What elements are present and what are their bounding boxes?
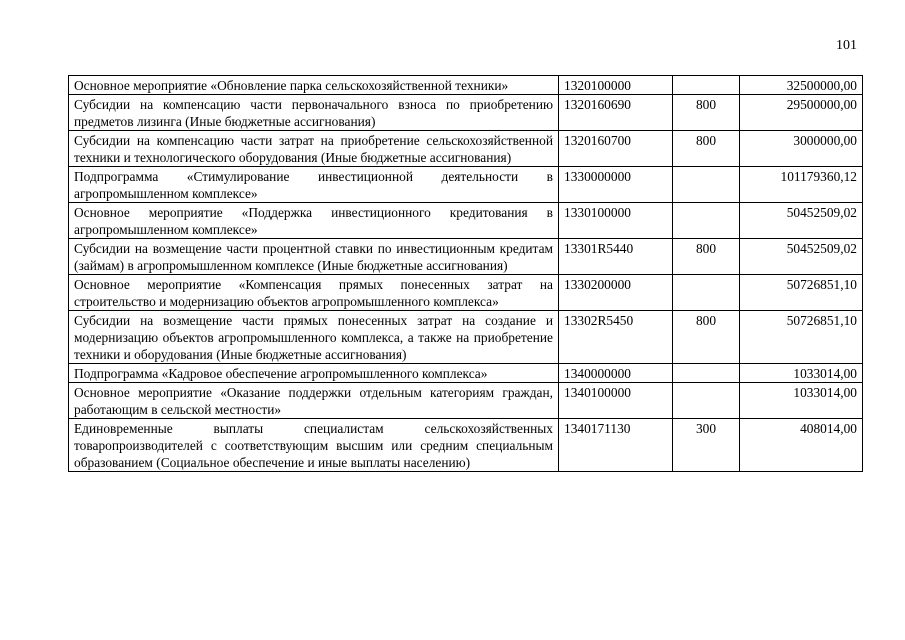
row-code: 1340171130: [559, 419, 673, 472]
table-row: [69, 383, 863, 419]
row-name: Основное мероприятие «Поддержка инвестиционного кредитования в агропромышленном комплексе»: [69, 203, 559, 239]
row-name: Основное мероприятие «Компенсация прямых понесенных затрат на строительство и модернизацию объектов агропромышленного комплекса»: [69, 275, 559, 311]
table-row: [69, 419, 863, 472]
row-amount: 32500000,00: [740, 76, 863, 95]
row-type: [673, 167, 740, 203]
budget-table: [68, 75, 863, 472]
row-name: Подпрограмма «Кадровое обеспечение агропромышленного комплекса»: [69, 364, 559, 383]
row-amount: 1033014,00: [740, 383, 863, 419]
table-row: [69, 131, 863, 167]
row-code: 1330000000: [559, 167, 673, 203]
row-type: [673, 383, 740, 419]
row-type: 300: [673, 419, 740, 472]
row-type: [673, 275, 740, 311]
row-name: Основное мероприятие «Обновление парка сельскохозяйственной техники»: [69, 76, 559, 95]
table-row: [69, 203, 863, 239]
table-row: [69, 76, 863, 95]
table-row: [69, 167, 863, 203]
row-name: Подпрограмма «Стимулирование инвестиционной деятельности в агропромышленном комплексе»: [69, 167, 559, 203]
row-type: [673, 203, 740, 239]
row-code: 13301R5440: [559, 239, 673, 275]
row-code: 1330200000: [559, 275, 673, 311]
row-name: Основное мероприятие «Оказание поддержки отдельным категориям граждан, работающим в сельской местности»: [69, 383, 559, 419]
row-amount: 50452509,02: [740, 239, 863, 275]
row-amount: 1033014,00: [740, 364, 863, 383]
table-row: [69, 364, 863, 383]
row-name: Субсидии на возмещение части процентной ставки по инвестиционным кредитам (займам) в агропромышленном комплексе (Иные бюджетные ассигнования): [69, 239, 559, 275]
row-name: Субсидии на компенсацию части затрат на приобретение сельскохозяйственной техники и технологического оборудования (Иные бюджетные ассигнования): [69, 131, 559, 167]
row-type: 800: [673, 95, 740, 131]
row-type: [673, 76, 740, 95]
row-type: 800: [673, 239, 740, 275]
row-code: 13302R5450: [559, 311, 673, 364]
table-row: [69, 239, 863, 275]
row-amount: 50726851,10: [740, 275, 863, 311]
row-code: 1320160690: [559, 95, 673, 131]
row-type: [673, 364, 740, 383]
row-code: 1340100000: [559, 383, 673, 419]
row-amount: 50726851,10: [740, 311, 863, 364]
row-amount: 29500000,00: [740, 95, 863, 131]
row-code: 1320160700: [559, 131, 673, 167]
row-name: Единовременные выплаты специалистам сельскохозяйственных товаропроизводителей с соответствующим высшим или средним специальным образованием (Социальное обеспечение и иные выплаты населению): [69, 419, 559, 472]
row-type: 800: [673, 131, 740, 167]
row-code: 1330100000: [559, 203, 673, 239]
row-type: 800: [673, 311, 740, 364]
row-amount: 101179360,12: [740, 167, 863, 203]
table-row: [69, 311, 863, 364]
table-row: [69, 275, 863, 311]
row-amount: 408014,00: [740, 419, 863, 472]
row-code: 1320100000: [559, 76, 673, 95]
row-amount: 50452509,02: [740, 203, 863, 239]
row-code: 1340000000: [559, 364, 673, 383]
page-number: 101: [836, 38, 857, 53]
row-amount: 3000000,00: [740, 131, 863, 167]
table-row: [69, 95, 863, 131]
row-name: Субсидии на компенсацию части первоначального взноса по приобретению предметов лизинга (Иные бюджетные ассигнования): [69, 95, 559, 131]
row-name: Субсидии на возмещение части прямых понесенных затрат на создание и модернизацию объектов агропромышленного комплекса, а также на приобретение техники и оборудования (Иные бюджетные ассигнования): [69, 311, 559, 364]
